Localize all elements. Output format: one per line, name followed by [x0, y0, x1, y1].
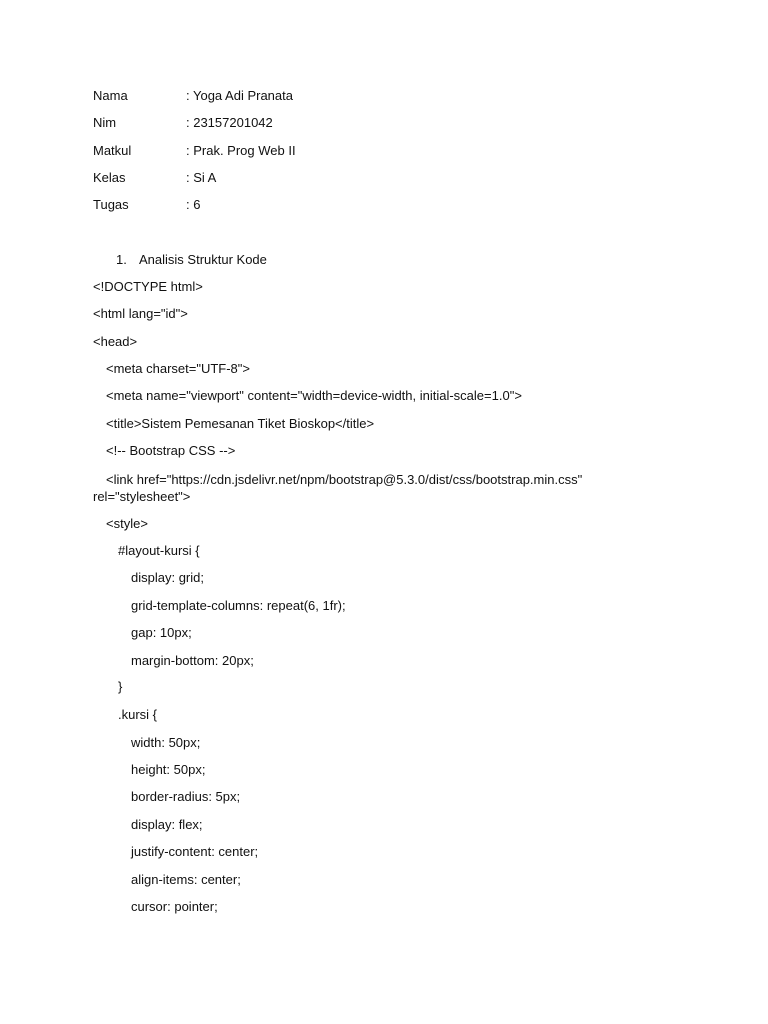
section-title: Analisis Struktur Kode — [139, 252, 267, 267]
code-line: align-items: center; — [131, 872, 241, 887]
code-line: <meta name="viewport" content="width=device-width, initial-scale=1.0"> — [106, 388, 522, 403]
info-row-matkul — [93, 142, 693, 160]
code-line: .kursi { — [118, 707, 158, 722]
info-value: : Si A — [186, 170, 217, 185]
info-row-kelas — [93, 169, 693, 187]
info-label: Tugas — [93, 197, 129, 212]
code-line: height: 50px; — [131, 762, 206, 777]
info-label: Matkul — [93, 143, 132, 158]
code-line: display: grid; — [131, 570, 204, 585]
code-line: margin-bottom: 20px; — [131, 653, 254, 668]
code-line: cursor: pointer; — [131, 899, 218, 914]
info-row-nim — [93, 114, 693, 132]
info-label: Nama — [93, 88, 128, 103]
code-line: <meta charset="UTF-8"> — [106, 361, 250, 376]
section-number: 1. — [116, 252, 127, 267]
code-line: <!-- Bootstrap CSS --> — [106, 443, 236, 458]
info-value: : 23157201042 — [186, 115, 273, 130]
info-label: Nim — [93, 115, 117, 130]
info-label: Kelas — [93, 170, 126, 185]
code-line: <style> — [106, 516, 148, 531]
code-line: justify-content: center; — [131, 844, 259, 859]
code-line: <title>Sistem Pemesanan Tiket Bioskop</title> — [106, 416, 375, 431]
info-row-tugas — [93, 196, 693, 214]
code-line: <html lang="id"> — [93, 306, 188, 321]
info-row-nama — [93, 87, 693, 105]
code-line: display: flex; — [131, 817, 203, 832]
info-value: : Yoga Adi Pranata — [186, 88, 293, 103]
info-value: : Prak. Prog Web II — [186, 143, 296, 158]
code-line: border-radius: 5px; — [131, 789, 241, 804]
code-line: <!DOCTYPE html> — [93, 279, 203, 294]
code-line: grid-template-columns: repeat(6, 1fr); — [131, 598, 346, 613]
code-line: <link href="https://cdn.jsdelivr.net/npm/bootstrap@5.3.0/dist/css/bootstrap.min.css" rel="stylesheet"> — [93, 472, 583, 504]
info-value: : 6 — [186, 197, 201, 212]
code-line: <head> — [93, 334, 138, 349]
code-line: width: 50px; — [131, 735, 201, 750]
code-line: #layout-kursi { — [118, 543, 200, 558]
code-line: } — [118, 679, 123, 694]
code-line: gap: 10px; — [131, 625, 192, 640]
